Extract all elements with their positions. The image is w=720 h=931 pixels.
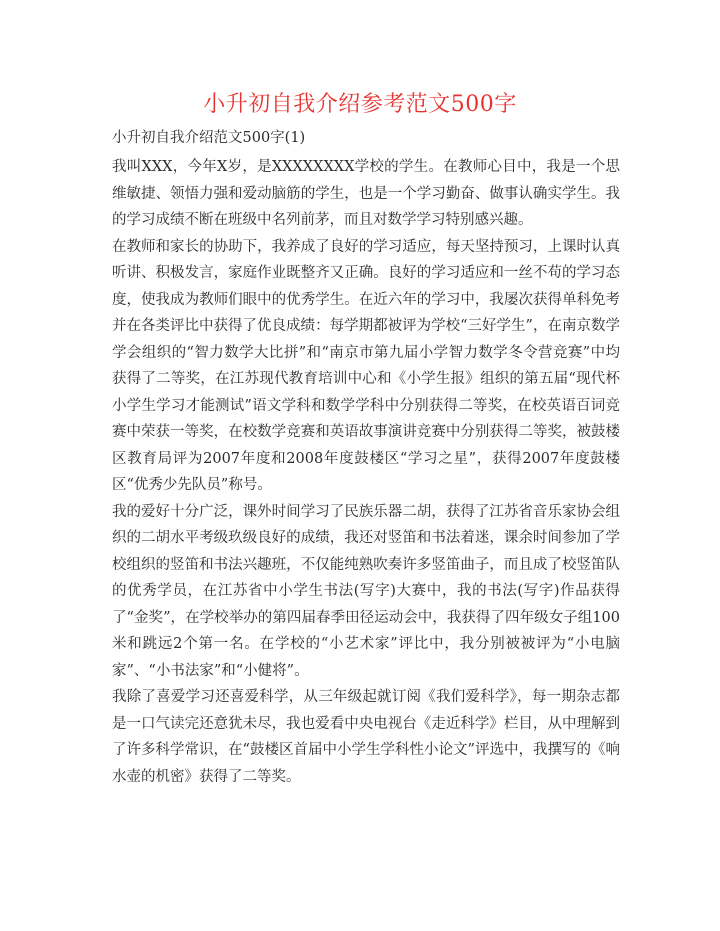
paragraph-4: 我除了喜爱学习还喜爱科学，从三年级起就订阅《我们爱科学》，每一期杂志都是一口气读完还意犹未尽，我也爱看中央电视台《走近科学》栏目，从中理解到了许多科学常识，在“鼓楼区首届中小学生学科性小论文”评选中，我撰写的《响水壶的机密》获得了二等奖。 bbox=[112, 689, 620, 785]
document-title: 小升初自我介绍参考范文500字 bbox=[203, 92, 517, 117]
document-body bbox=[112, 128, 620, 790]
paragraph-3: 我的爱好十分广泛，课外时间学习了民族乐器二胡，获得了江苏省音乐家协会组织的二胡水平考级玖级良好的成绩，我还对竖笛和书法着迷，课余时间参加了学校组织的竖笛和书法兴趣班，不仅能纯熟吹奏许多竖笛曲子，而且成了校竖笛队的优秀学员，在江苏省中小学生书法(写字)大赛中，我的书法(写字)作品获得了“金奖”，在学校举办的第四届春季田径运动会中，我获得了四年级女子组100米和跳远2个第一名。在学校的“小艺术家”评比中，我分别被被评为“小电脑家”、“小书法家”和“小健将”。 bbox=[112, 503, 620, 679]
paragraph-1: 我叫XXX，今年X岁，是XXXXXXXX学校的学生。在教师心目中，我是一个思维敏捷、领悟力强和爱动脑筋的学生，也是一个学习勤奋、做事认确实学生。我的学习成绩不断在班级中名列前茅，而且对数学学习特别感兴趣。 bbox=[112, 159, 620, 228]
paragraph-2: 在教师和家长的协助下，我养成了良好的学习适应，每天坚持预习，上课时认真听讲、积极发言，家庭作业既整齐又正确。良好的学习适应和一丝不苟的学习态度，使我成为教师们眼中的优秀学生。在近六年的学习中，我屡次获得单科免考并在各类评比中获得了优良成绩：每学期都被评为学校“三好学生”，在南京数学学会组织的“智力数学大比拼”和“南京市第九届小学智力数学冬令营竞赛”中均获得了二等奖，在江苏现代教育培训中心和《小学生报》组织的第五届“现代杯小学生学习才能测试”语文学科和数学学科中分别获得二等奖，在校英语百词竞赛中荣获一等奖，在校数学竞赛和英语故事演讲竞赛中分别获得二等奖，被鼓楼区教育局评为2007年度和2008年度鼓楼区“学习之星”，获得2007年度鼓楼区“优秀少先队员”称号。 bbox=[112, 238, 620, 493]
document-subtitle: 小升初自我介绍范文500字(1) bbox=[112, 130, 306, 146]
